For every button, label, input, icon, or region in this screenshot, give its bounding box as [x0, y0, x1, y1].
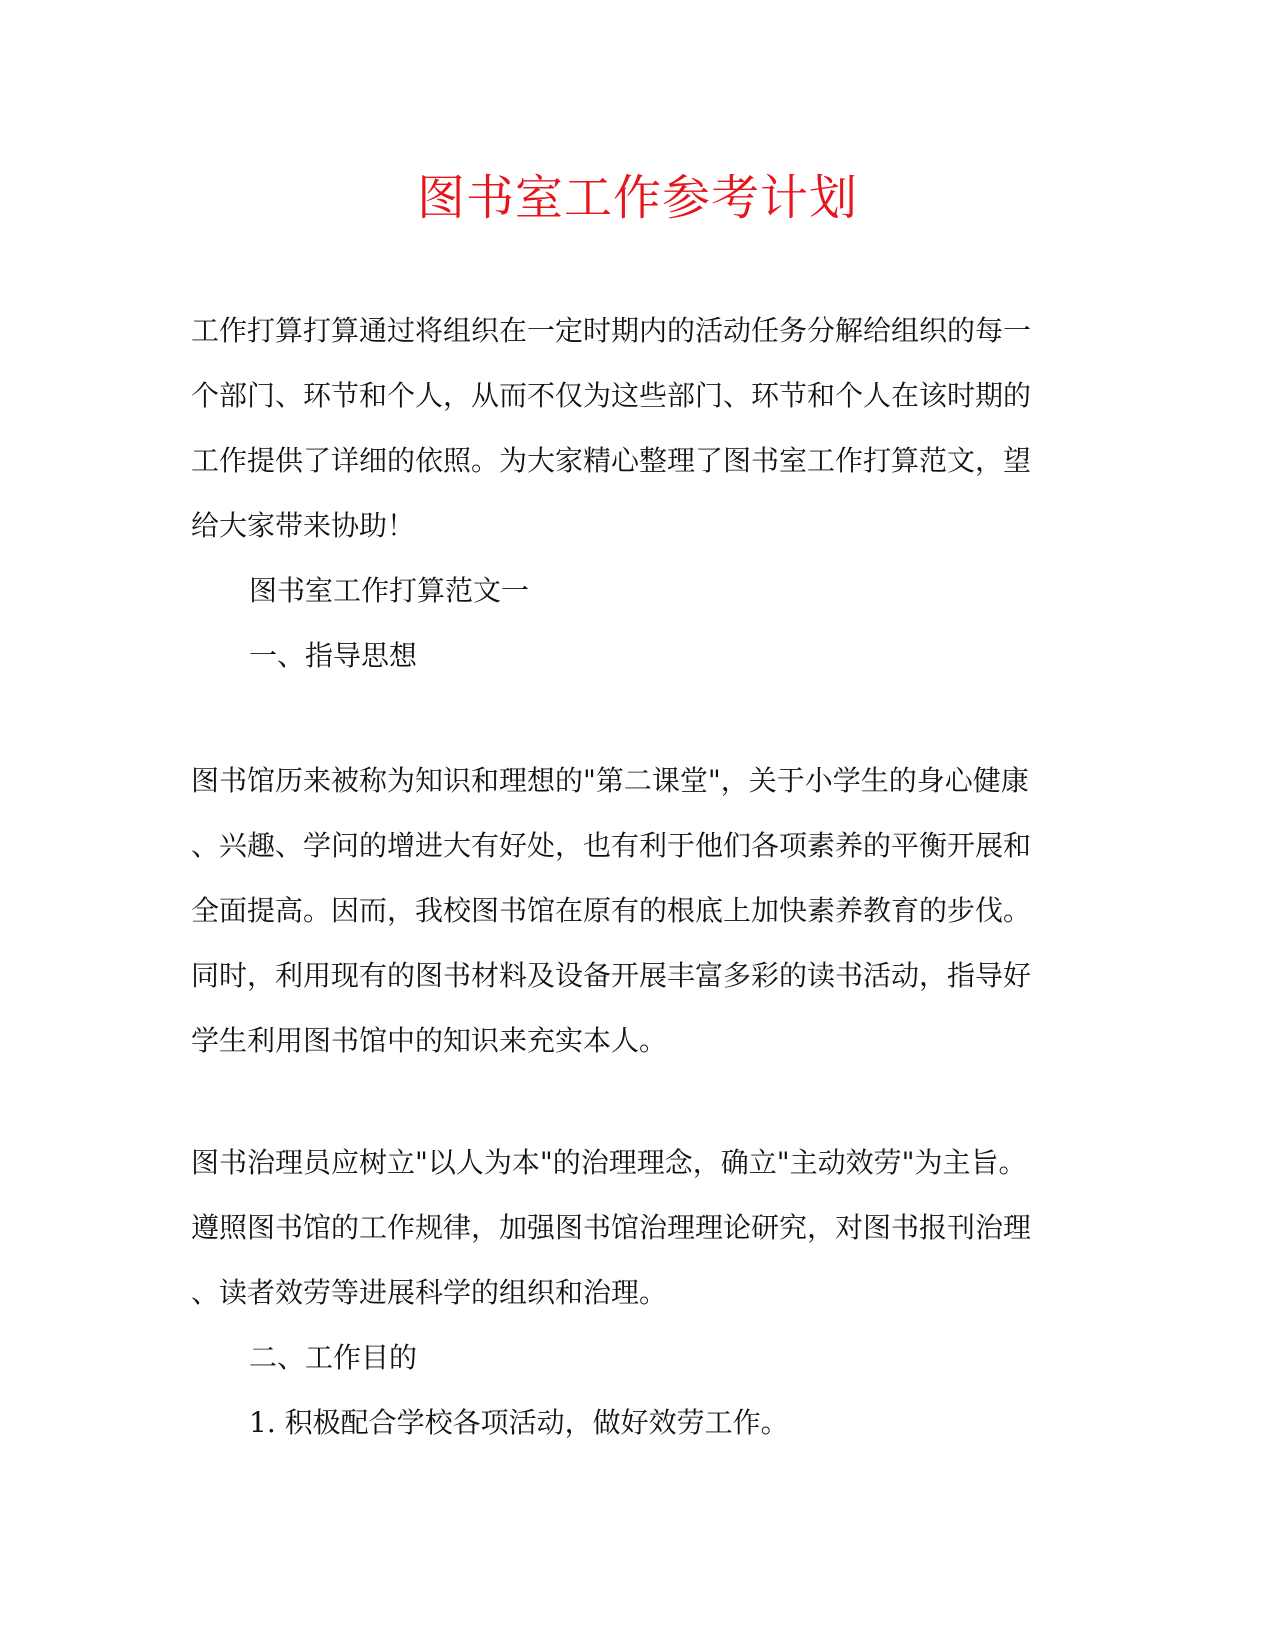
- heading-1-block: [191, 623, 1071, 688]
- paragraph-line: 学生利用图书馆中的知识来充实本人。: [191, 1024, 668, 1057]
- paragraph-line: 图书治理员应树立"以人为本"的治理理念，确立"主动效劳"为主旨。: [191, 1146, 1027, 1179]
- paragraph-line: 同时，利用现有的图书材料及设备开展丰富多彩的读书活动，指导好: [191, 959, 1032, 992]
- paragraph-line: 、读者效劳等进展科学的组织和治理。: [191, 1276, 668, 1309]
- paragraph-line: 图书馆历来被称为知识和理想的"第二课堂"，关于小学生的身心健康: [191, 764, 1029, 797]
- list-item: 1. 积极配合学校各项活动，做好效劳工作。: [249, 1406, 789, 1439]
- intro-line: 个部门、环节和个人，从而不仅为这些部门、环节和个人在该时期的: [191, 379, 1032, 412]
- intro-paragraph: [191, 298, 1071, 558]
- paragraph-3: [191, 1130, 1071, 1325]
- intro-line: 给大家带来协助！: [191, 509, 416, 542]
- paragraph-2: [191, 748, 1071, 1073]
- intro-line: 工作打算打算通过将组织在一定时期内的活动任务分解给组织的每一: [191, 314, 1032, 347]
- heading-2-block: [191, 1325, 1071, 1390]
- paragraph-line: 全面提高。因而，我校图书馆在原有的根底上加快素养教育的步伐。: [191, 894, 1032, 927]
- intro-line: 工作提供了详细的依照。为大家精心整理了图书室工作打算范文，望: [191, 444, 1032, 477]
- paragraph-line: 、兴趣、学问的增进大有好处，也有利于他们各项素养的平衡开展和: [191, 829, 1032, 862]
- document-title: 图书室工作参考计划: [416, 170, 858, 226]
- paragraph-line: 遵照图书馆的工作规律，加强图书馆治理理论研究，对图书报刊治理: [191, 1211, 1032, 1244]
- item-1-block: [191, 1390, 1071, 1455]
- heading-work-goals: 二、工作目的: [249, 1341, 418, 1374]
- section-heading-block: [191, 558, 1071, 623]
- heading-guiding-ideology: 一、指导思想: [249, 639, 418, 672]
- section-heading: 图书室工作打算范文一: [249, 574, 530, 607]
